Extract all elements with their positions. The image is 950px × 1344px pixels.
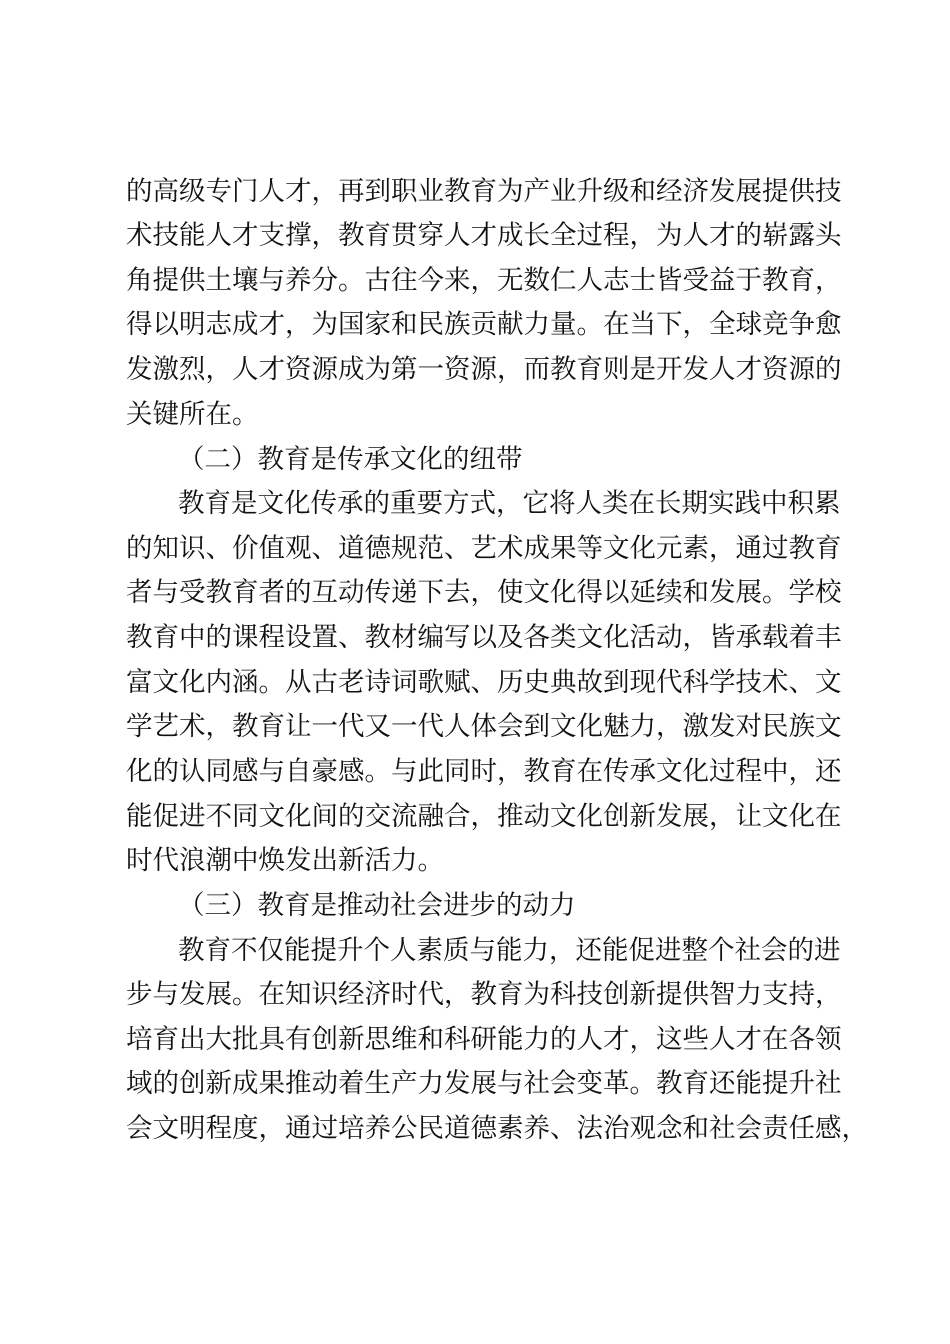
body-text-line: 教育中的课程设置、教材编写以及各类文化活动，皆承载着丰 <box>126 622 842 653</box>
section-heading: （二）教育是传承文化的纽带 <box>178 444 523 475</box>
body-text-line: 的知识、价值观、道德规范、艺术成果等文化元素，通过教育 <box>126 533 842 564</box>
body-text-line: 富文化内涵。从古老诗词歌赋、历史典故到现代科学技术、文 <box>126 667 842 698</box>
body-text-line: 步与发展。在知识经济时代，教育为科技创新提供智力支持， <box>126 979 842 1010</box>
body-text-line: 的高级专门人才，再到职业教育为产业升级和经济发展提供技 <box>126 176 842 207</box>
body-text-line: 时代浪潮中焕发出新活力。 <box>126 845 444 876</box>
body-text-line: 角提供土壤与养分。古往今来，无数仁人志士皆受益于教育， <box>126 265 842 296</box>
body-text-line: 发激烈，人才资源成为第一资源，而教育则是开发人才资源的 <box>126 354 842 385</box>
body-text-line: 化的认同感与自豪感。与此同时，教育在传承文化过程中，还 <box>126 756 842 787</box>
body-text-line: 培育出大批具有创新思维和科研能力的人才，这些人才在各领 <box>126 1024 842 1055</box>
body-text-line: 关键所在。 <box>126 399 259 430</box>
body-text-line: 域的创新成果推动着生产力发展与社会变革。教育还能提升社 <box>126 1068 842 1099</box>
body-text-line: 教育不仅能提升个人素质与能力，还能促进整个社会的进 <box>178 935 841 966</box>
body-text-line: 得以明志成才，为国家和民族贡献力量。在当下，全球竞争愈 <box>126 309 842 340</box>
body-text-line: 会文明程度，通过培养公民道德素养、法治观念和社会责任感， <box>126 1113 868 1144</box>
body-text-line: 学艺术，教育让一代又一代人体会到文化魅力，激发对民族文 <box>126 711 842 742</box>
body-text-line: 教育是文化传承的重要方式，它将人类在长期实践中积累 <box>178 488 841 519</box>
body-text-line: 术技能人才支撑，教育贯穿人才成长全过程，为人才的崭露头 <box>126 220 842 251</box>
section-heading: （三）教育是推动社会进步的动力 <box>178 890 576 921</box>
body-text-line: 者与受教育者的互动传递下去，使文化得以延续和发展。学校 <box>126 577 842 608</box>
body-text-line: 能促进不同文化间的交流融合，推动文化创新发展，让文化在 <box>126 801 842 832</box>
